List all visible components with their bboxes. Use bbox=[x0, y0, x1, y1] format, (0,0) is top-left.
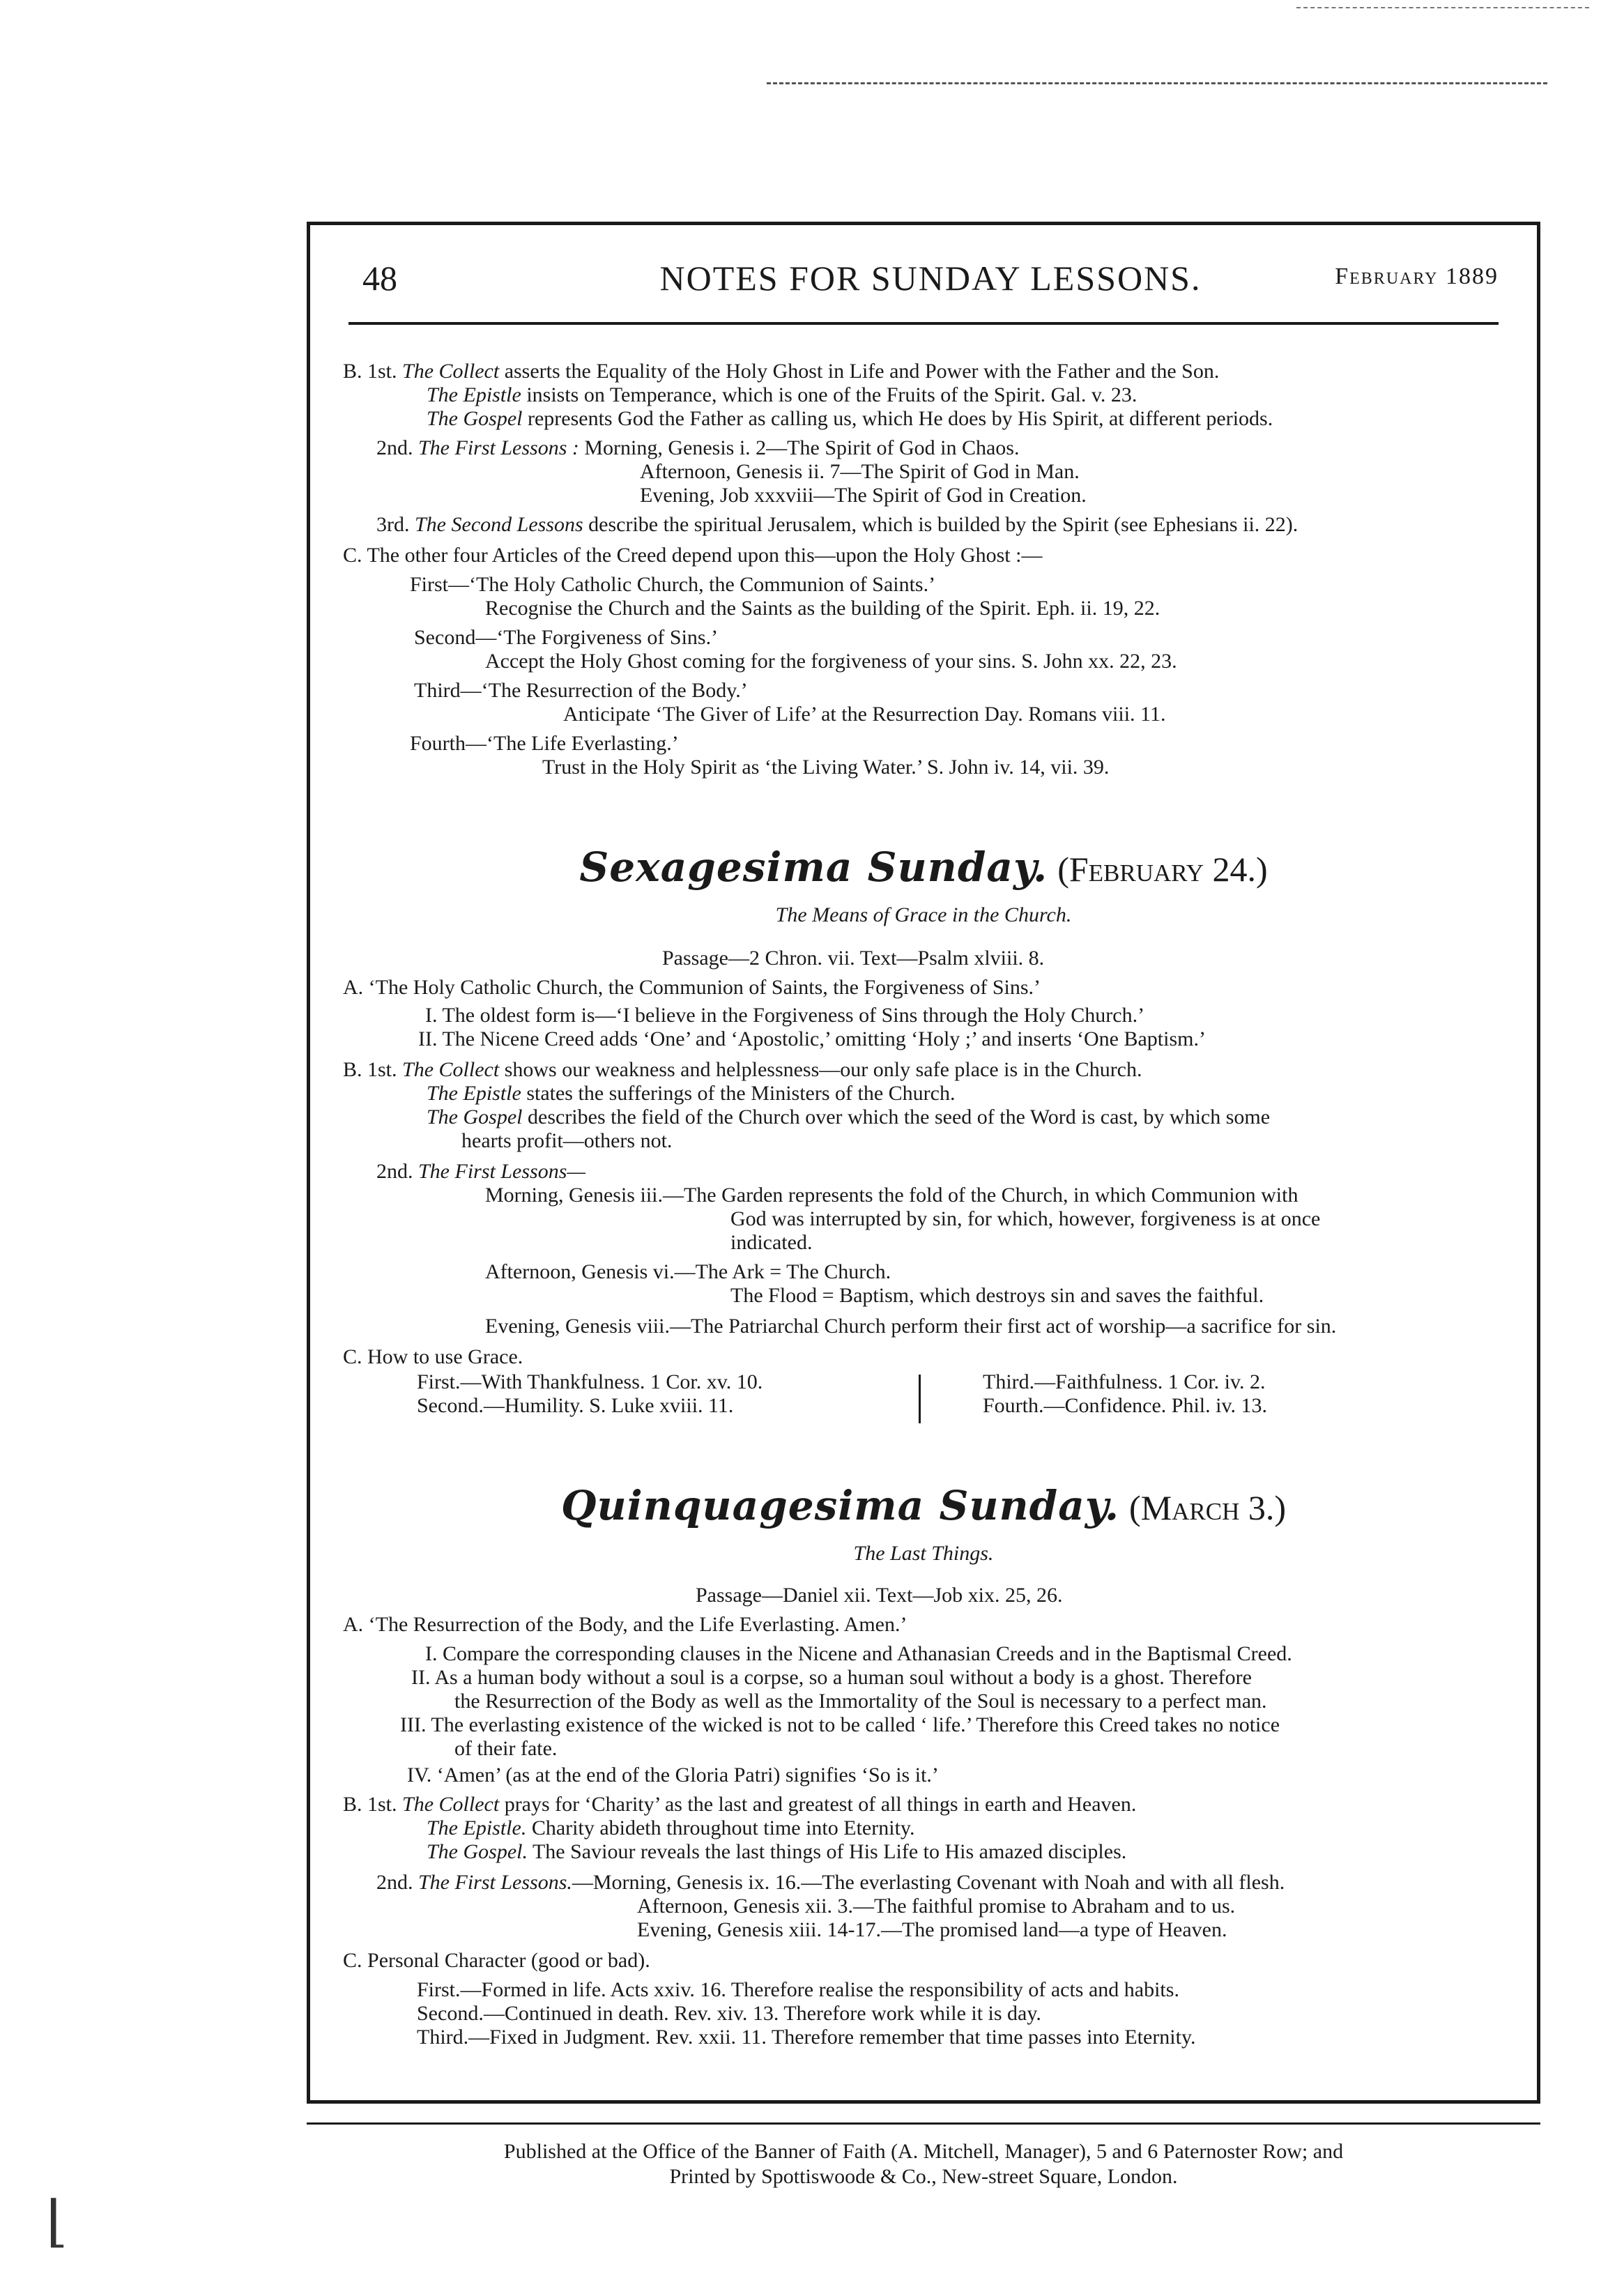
epistle-line: The Epistle insists on Temperance, which is one of the Fruits of the Spirit. Gal. v. 23. bbox=[427, 383, 1137, 406]
sexagesima-evening: Evening, Genesis viii.—The Patriarchal Church perform their first act of worship—a sacrifice for sin. bbox=[485, 1315, 1337, 1338]
quinquagesima-epistle: The Epistle. Charity abideth throughout time into Eternity. bbox=[427, 1816, 915, 1839]
gospel-line: The Gospel represents God the Father as calling us, which He does by His Spirit, at different periods. bbox=[427, 407, 1273, 430]
sexagesima-collect: B. 1st. The Collect shows our weakness and helplessness—our only safe place is in the Church. bbox=[343, 1058, 1142, 1081]
sexagesima-heading bbox=[348, 843, 1499, 891]
quinquagesima-c-intro: C. Personal Character (good or bad). bbox=[343, 1949, 650, 1972]
column-separator bbox=[919, 1375, 921, 1423]
quinquagesima-first-lessons: 2nd. The First Lessons.—Morning, Genesis ix. 16.—The everlasting Covenant with Noah and with all flesh. bbox=[376, 1871, 1285, 1894]
first-lessons-evening: Evening, Job xxxviii—The Spirit of God in Creation. bbox=[640, 484, 1087, 507]
sexagesima-gospel-cont: hearts profit—others not. bbox=[461, 1129, 673, 1152]
running-head bbox=[362, 258, 1499, 314]
article-third-note: Anticipate ‘The Giver of Life’ at the Resurrection Day. Romans viii. 11. bbox=[563, 703, 1166, 726]
quinquagesima-a: A. ‘The Resurrection of the Body, and the Life Everlasting. Amen.’ bbox=[343, 1613, 907, 1636]
sexagesima-title: Sexagesima Sunday. bbox=[579, 843, 1048, 891]
quinquagesima-a3: III. The everlasting existence of the wicked is not to be called ‘ life.’ Therefore this Creed takes no notice bbox=[400, 1713, 1280, 1736]
character-first: First.—Formed in life. Acts xxiv. 16. Therefore realise the responsibility of acts and habits. bbox=[417, 1978, 1179, 2001]
sexagesima-epistle: The Epistle states the sufferings of the Ministers of the Church. bbox=[427, 1082, 956, 1105]
article-first-note: Recognise the Church and the Saints as the building of the Spirit. Eph. ii. 19, 22. bbox=[485, 597, 1160, 620]
article-fourth: Fourth—‘The Life Everlasting.’ bbox=[410, 732, 679, 755]
quinquagesima-subtitle: The Last Things. bbox=[853, 1542, 994, 1565]
article-fourth-note: Trust in the Holy Spirit as ‘the Living Water.’ S. John iv. 14, vii. 39. bbox=[542, 756, 1110, 779]
quinquagesima-title: Quinquagesima Sunday. bbox=[560, 1482, 1120, 1529]
second-lessons-line: 3rd. The Second Lessons describe the spiritual Jerusalem, which is builded by the Spirit (see Ephesians ii. 22). bbox=[376, 513, 1299, 536]
page-title: NOTES FOR SUNDAY LESSONS. bbox=[659, 259, 1202, 298]
quinquagesima-afternoon: Afternoon, Genesis xii. 3.—The faithful promise to Abraham and to us. bbox=[637, 1895, 1236, 1918]
article-third: Third—‘The Resurrection of the Body.’ bbox=[414, 679, 748, 702]
quinquagesima-evening: Evening, Genesis xiii. 14-17.—The promised land—a type of Heaven. bbox=[637, 1918, 1227, 1941]
page-number: 48 bbox=[362, 259, 397, 298]
sexagesima-morning-cont: God was interrupted by sin, for which, however, forgiveness is at once bbox=[730, 1207, 1321, 1230]
quinquagesima-a2: II. As a human body without a soul is a corpse, so a human soul without a body is a ghost. Therefore bbox=[411, 1666, 1252, 1689]
sexagesima-morning: Morning, Genesis iii.—The Garden represents the fold of the Church, in which Communion with bbox=[485, 1184, 1299, 1207]
sexagesima-afternoon: Afternoon, Genesis vi.—The Ark = The Church. bbox=[485, 1260, 891, 1283]
quinquagesima-a1: I. Compare the corresponding clauses in the Nicene and Athanasian Creeds and in the Baptismal Creed. bbox=[425, 1642, 1292, 1665]
scan-rule bbox=[767, 82, 1547, 84]
sexagesima-c-intro: C. How to use Grace. bbox=[343, 1345, 523, 1368]
quinquagesima-date: (March 3.) bbox=[1129, 1488, 1287, 1527]
sexagesima-passage: Passage—2 Chron. vii. Text—Psalm xlviii. 8. bbox=[662, 947, 1045, 970]
grace-second: Second.—Humility. S. Luke xviii. 11. bbox=[417, 1394, 734, 1417]
grace-fourth: Fourth.—Confidence. Phil. iv. 13. bbox=[983, 1394, 1268, 1417]
quinquagesima-heading bbox=[348, 1482, 1499, 1529]
section-c-intro: C. The other four Articles of the Creed depend upon this—upon the Holy Ghost :— bbox=[343, 544, 1043, 567]
quinquagesima-passage: Passage—Daniel xii. Text—Job xix. 25, 26. bbox=[696, 1584, 1063, 1607]
quinquagesima-a4: IV. ‘Amen’ (as at the end of the Gloria Patri) signifies ‘So is it.’ bbox=[407, 1763, 939, 1786]
article-second-note: Accept the Holy Ghost coming for the forgiveness of your sins. S. John xx. 22, 23. bbox=[485, 650, 1177, 673]
sexagesima-a1: I. The oldest form is—‘I believe in the Forgiveness of Sins through the Holy Church.’ bbox=[425, 1004, 1145, 1027]
margin-scan-mark: ⌊ bbox=[46, 2191, 68, 2253]
sexagesima-date: (February 24.) bbox=[1057, 850, 1268, 889]
grace-third: Third.—Faithfulness. 1 Cor. iv. 2. bbox=[983, 1370, 1266, 1393]
quinquagesima-gospel: The Gospel. The Saviour reveals the last things of His Life to His amazed disciples. bbox=[427, 1840, 1127, 1863]
sexagesima-morning-cont2: indicated. bbox=[730, 1231, 813, 1254]
quinquagesima-collect: B. 1st. The Collect prays for ‘Charity’ as the last and greatest of all things in earth and Heaven. bbox=[343, 1793, 1137, 1816]
character-second: Second.—Continued in death. Rev. xiv. 13. Therefore work while it is day. bbox=[417, 2002, 1041, 2025]
quinquagesima-a3-cont: of their fate. bbox=[454, 1737, 558, 1760]
imprint-line-1: Published at the Office of the Banner of Faith (A. Mitchell, Manager), 5 and 6 Paternoster Row; and bbox=[503, 2140, 1344, 2163]
article-second: Second—‘The Forgiveness of Sins.’ bbox=[414, 626, 719, 649]
sexagesima-gospel: The Gospel describes the field of the Church over which the seed of the Word is cast, by which some bbox=[427, 1105, 1271, 1128]
sexagesima-afternoon-cont: The Flood = Baptism, which destroys sin and saves the faithful. bbox=[730, 1284, 1264, 1307]
quinquagesima-a2-cont: the Resurrection of the Body as well as the Immortality of the Soul is necessary to a perfect man. bbox=[454, 1690, 1267, 1713]
scan-mark-top bbox=[1296, 7, 1589, 8]
sexagesima-a2: II. The Nicene Creed adds ‘One’ and ‘Apostolic,’ omitting ‘Holy ;’ and inserts ‘One Baptism.’ bbox=[418, 1027, 1206, 1050]
first-lessons-afternoon: Afternoon, Genesis ii. 7—The Spirit of God in Man. bbox=[640, 460, 1080, 483]
first-lessons-line: 2nd. The First Lessons : Morning, Genesis i. 2—The Spirit of God in Chaos. bbox=[376, 436, 1020, 459]
article-first: First—‘The Holy Catholic Church, the Communion of Saints.’ bbox=[410, 573, 936, 596]
character-third: Third.—Fixed in Judgment. Rev. xxii. 11. Therefore remember that time passes into Eternity. bbox=[417, 2026, 1196, 2049]
header-date: February 1889 bbox=[1335, 263, 1499, 289]
collect-line: B. 1st. The Collect asserts the Equality of the Holy Ghost in Life and Power with the Father and the Son. bbox=[343, 360, 1220, 383]
footer-rule bbox=[307, 2122, 1540, 2125]
sexagesima-subtitle: The Means of Grace in the Church. bbox=[775, 903, 1072, 926]
grace-first: First.—With Thankfulness. 1 Cor. xv. 10. bbox=[417, 1370, 763, 1393]
sexagesima-a: A. ‘The Holy Catholic Church, the Communion of Saints, the Forgiveness of Sins.’ bbox=[343, 976, 1041, 999]
imprint-line-2: Printed by Spottiswoode & Co., New-street Square, London. bbox=[669, 2165, 1178, 2188]
sexagesima-first-lessons: 2nd. The First Lessons— bbox=[376, 1160, 586, 1183]
header-rule bbox=[348, 322, 1499, 325]
